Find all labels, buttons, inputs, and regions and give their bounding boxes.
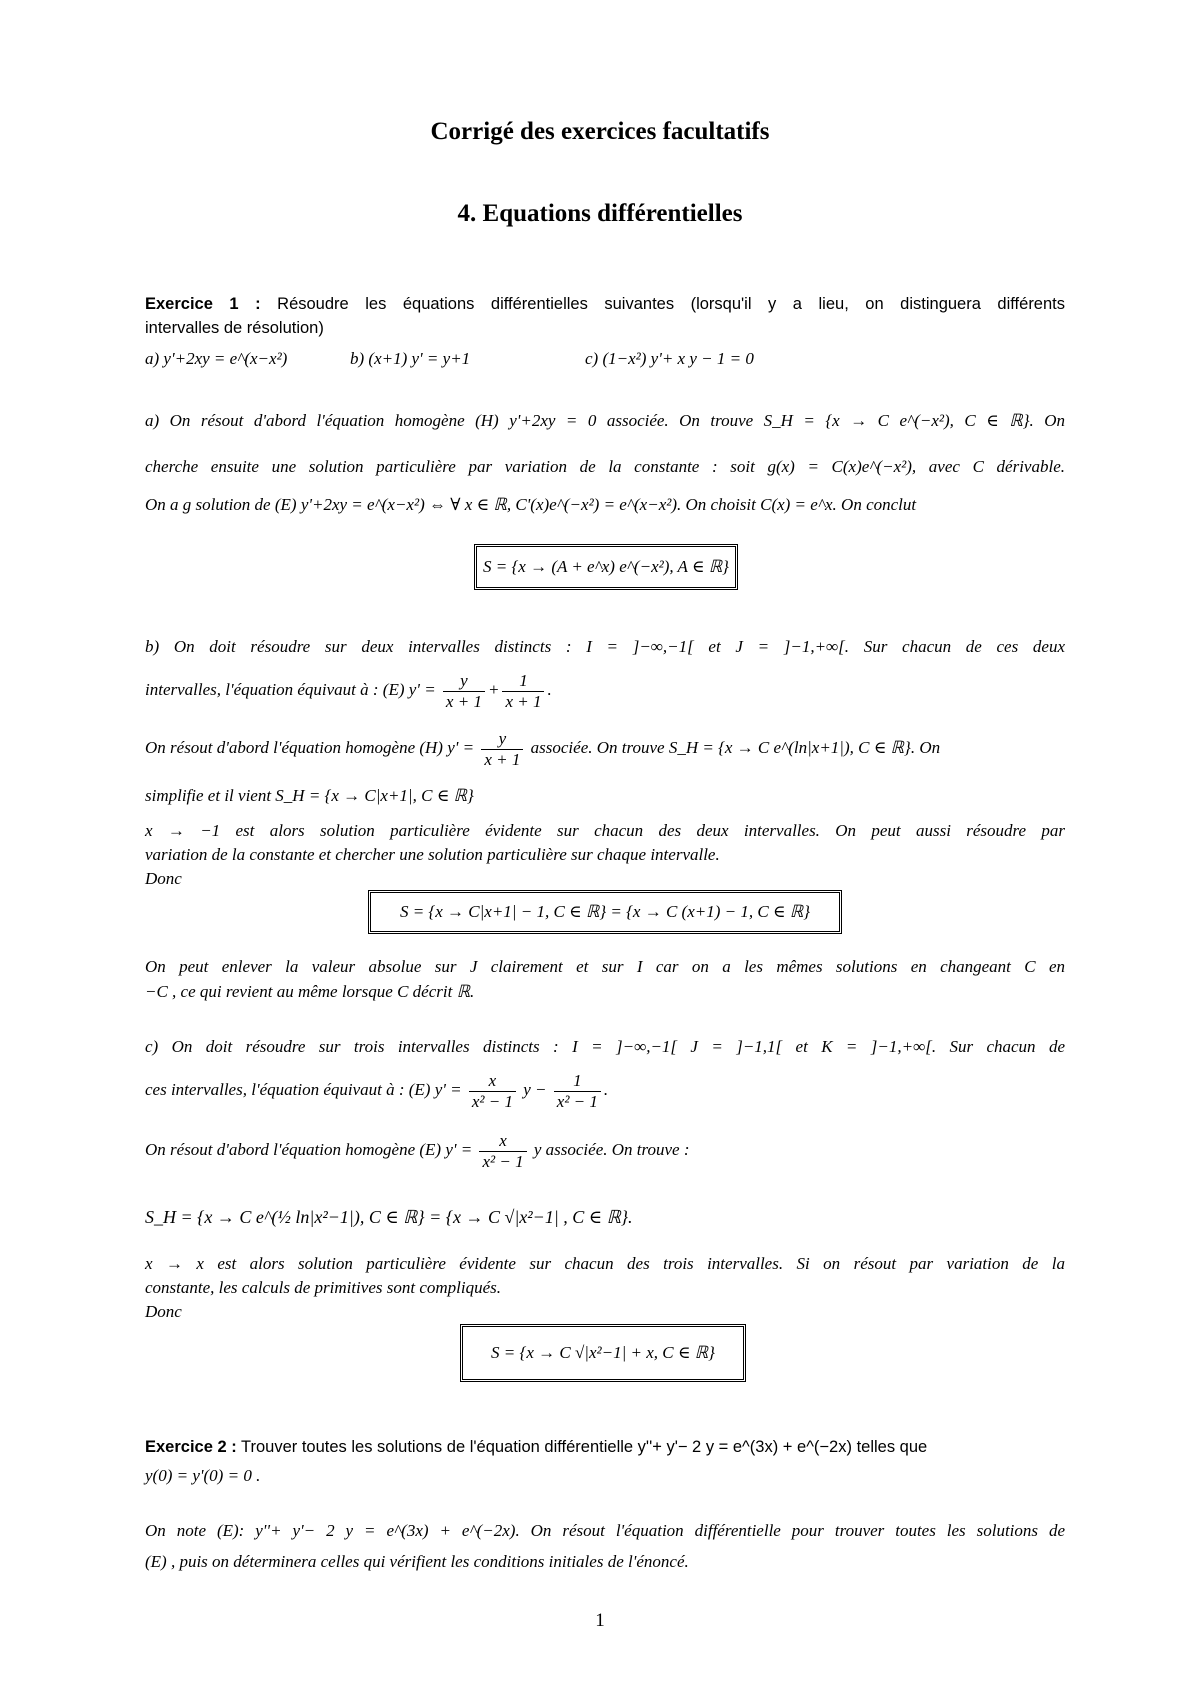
exercise-1-statement-cont: intervalles de résolution): [145, 319, 324, 337]
equation-b: b) (x+1) y' = y+1: [350, 349, 471, 368]
fraction-numerator: x: [469, 1071, 516, 1092]
solution-c-line-1: c) On doit résoudre sur trois intervalles distincts : I = ]−∞,−1[ J = ]−1,1[ et K = ]−1,+∞[. Sur chacun de: [145, 1037, 1065, 1056]
solution-b-line-2-text: intervalles, l'équation équivaut à : (E) y' =: [145, 680, 436, 699]
solution-c-line-3: [145, 1128, 1065, 1172]
exercise-2-label: Exercice 2 :: [145, 1438, 237, 1456]
exercise-2-statement-text: Trouver toutes les solutions de l'équation différentielle y''+ y'− 2 y = e^(3x) + e^(−2x) telles que: [241, 1438, 928, 1456]
exercise-2-initial-conditions: y(0) = y'(0) = 0 .: [145, 1466, 261, 1485]
equation-a: a) y'+2xy = e^(x−x²): [145, 349, 288, 368]
solution-b-line-6: variation de la constante et chercher une solution particulière sur chaque intervalle.: [145, 845, 720, 864]
solution-a-line-1: a) On résout d'abord l'équation homogène (H) y'+2xy = 0 associée. On trouve S_H = {x → C e^(−x²), C ∈ ℝ}. On: [145, 411, 1065, 430]
solution-b-line-7: On peut enlever la valeur absolue sur J clairement et sur I car on a les mêmes solutions en changeant C en: [145, 957, 1065, 976]
page-number: 1: [595, 1610, 605, 1631]
fraction-numerator: y: [443, 671, 485, 692]
solution-c-homogeneous-set: S_H = {x → C e^(½ ln|x²−1|), C ∈ ℝ} = {x → C √|x²−1| , C ∈ ℝ}.: [145, 1207, 633, 1227]
solution-a-line-3: On a g solution de (E) y'+2xy = e^(x−x²) ⇔ ∀ x ∈ ℝ, C'(x)e^(−x²) = e^(x−x²). On choisit C(x) = e^x. On conclut: [145, 495, 917, 514]
result-box-b: S = {x → C|x+1| − 1, C ∈ ℝ} = {x → C (x+1) − 1, C ∈ ℝ}: [370, 892, 840, 932]
exercise-2-line-2: (E) , puis on déterminera celles qui vérifient les conditions initiales de l'énoncé.: [145, 1552, 689, 1571]
fraction-denominator: x + 1: [505, 691, 542, 711]
fraction-denominator: x² − 1: [471, 1091, 513, 1111]
solution-b-line-3-end: associée. On trouve S_H = {x → C e^(ln|x+1|), C ∈ ℝ}. On: [530, 738, 941, 757]
solution-b-line-5: x → −1 est alors solution particulière évidente sur chacun des deux intervalles. On peut aussi résoudre par: [145, 821, 1065, 840]
solution-c-line-2-mid: y −: [523, 1080, 547, 1099]
solution-b-line-4: simplifie et il vient S_H = {x → C|x+1|, C ∈ ℝ}: [145, 786, 474, 805]
fraction-numerator: x: [479, 1131, 526, 1152]
solution-c-line-2-text: ces intervalles, l'équation équivaut à : (E) y' =: [145, 1080, 462, 1099]
solution-b-donc: Donc: [145, 869, 182, 888]
fraction-1-over-x2-minus-1: [554, 1071, 601, 1112]
solution-b-line-2: intervalles, l'équation équivaut à : (E) y' = $\frac{y}{x + 1}$ + $\frac{1}{x + 1}$ .: [145, 670, 552, 711]
fraction-denominator: x + 1: [445, 691, 482, 711]
exercise-1-label: Exercice 1 :: [145, 295, 261, 313]
fraction-x-over-x2-minus-1: [469, 1071, 516, 1112]
section-title: 4. Equations différentielles: [457, 200, 743, 227]
solution-c-donc: Donc: [145, 1302, 182, 1321]
fraction-denominator: x² − 1: [556, 1091, 598, 1111]
solution-c-line-5: constante, les calculs de primitives sont compliqués.: [145, 1278, 501, 1297]
document-title: Corrigé des exercices facultatifs: [430, 118, 770, 145]
fraction-denominator: x + 1: [484, 749, 521, 769]
equation-c: c) (1−x²) y'+ x y − 1 = 0: [585, 349, 754, 368]
result-box-c: S = {x → C √|x²−1| + x, C ∈ ℝ}: [462, 1326, 744, 1380]
exercise-1-statement-text: Résoudre les équations différentielles suivantes (lorsqu'il y a lieu, on distinguera différents: [277, 295, 1065, 313]
fraction-numerator: 1: [554, 1071, 601, 1092]
exercise-1-statement: [145, 293, 1065, 315]
solution-c-line-4: x → x est alors solution particulière évidente sur chacun des trois intervalles. Si on résout par variation de la: [145, 1254, 1065, 1273]
fraction-1-over-x-plus-1: [502, 671, 544, 712]
fraction-y-over-x-plus-1-homogeneous: [481, 729, 523, 770]
solution-b-line-1: b) On doit résoudre sur deux intervalles distincts : I = ]−∞,−1[ et J = ]−1,+∞[. Sur chacun de ces deux: [145, 637, 1065, 656]
fraction-numerator: y: [481, 729, 523, 750]
fraction-numerator: 1: [502, 671, 544, 692]
solution-b-line-3: [145, 726, 1065, 770]
solution-c-line-3-end: y associée. On trouve :: [533, 1140, 690, 1159]
exercise-2-line-1: On note (E): y''+ y'− 2 y = e^(3x) + e^(−2x). On résout l'équation différentielle pour trouver toutes les solutions de: [145, 1521, 1065, 1540]
fraction-y-over-x-plus-1: [443, 671, 485, 712]
solution-c-line-2: ces intervalles, l'équation équivaut à : (E) y' = $\frac{x}{\text{x² − 1}}$ y − $\frac{1}{\text{x² − 1}}$ .: [145, 1070, 609, 1111]
result-box-a: S = {x → (A + e^x) e^(−x²), A ∈ ℝ}: [476, 546, 736, 588]
exercise-2-statement: [145, 1436, 1065, 1458]
solution-b-line-8: −C , ce qui revient au même lorsque C décrit ℝ.: [145, 982, 475, 1001]
solution-c-line-3-text: On résout d'abord l'équation homogène (E) y' =: [145, 1140, 473, 1159]
solution-a-line-2: cherche ensuite une solution particulière par variation de la constante : soit g(x) = C(x)e^(−x²), avec C dérivable.: [145, 457, 1065, 476]
plus-sign: +: [487, 680, 500, 699]
solution-b-line-3-text: On résout d'abord l'équation homogène (H) y' =: [145, 738, 475, 757]
fraction-denominator: x² − 1: [482, 1151, 524, 1171]
fraction-x-over-x2-minus-1-homogeneous: [479, 1131, 526, 1172]
